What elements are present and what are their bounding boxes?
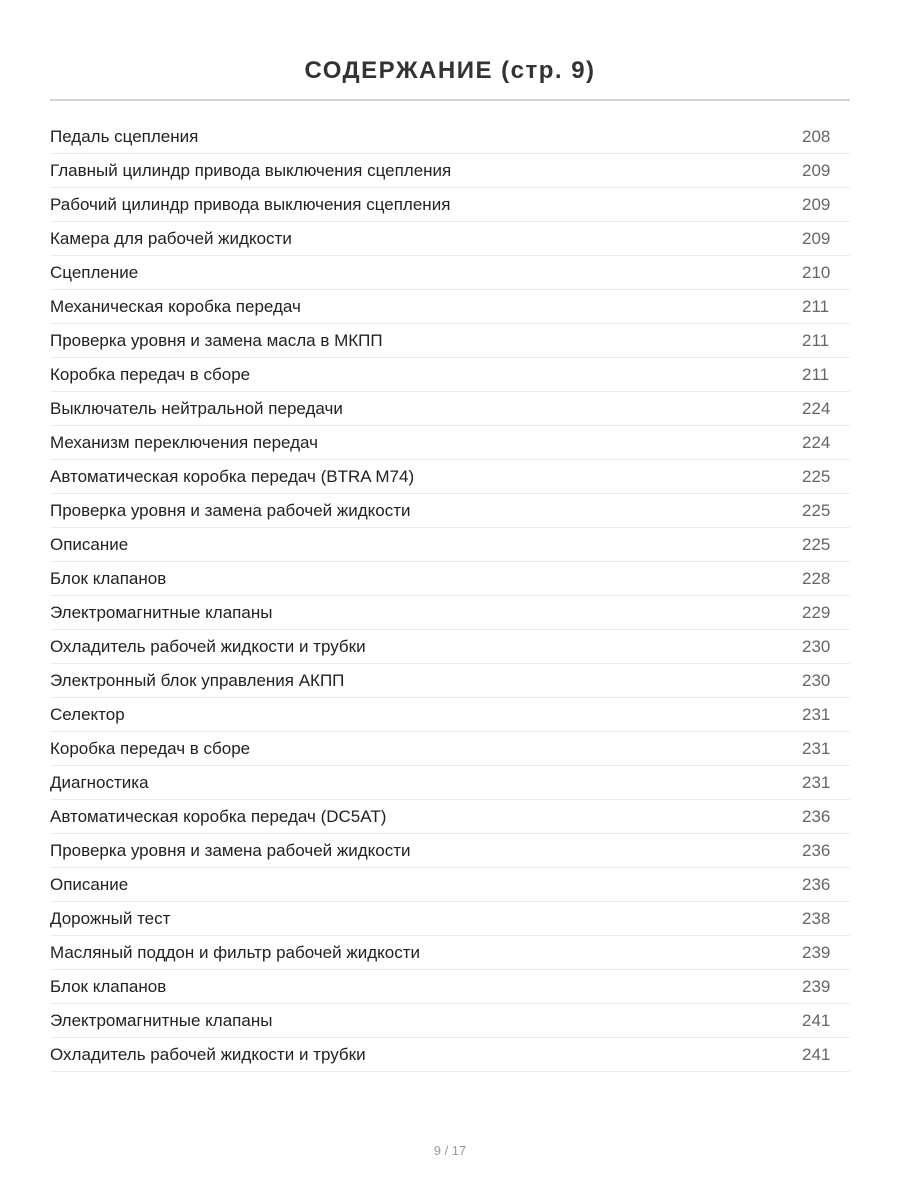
toc-entry-title: Проверка уровня и замена рабочей жидкости <box>50 500 411 520</box>
toc-entry[interactable] <box>50 834 850 868</box>
title-divider <box>50 99 850 101</box>
toc-entry[interactable] <box>50 970 850 1004</box>
toc-entry-page: 236 <box>802 874 831 894</box>
toc-entry-page: 224 <box>802 432 831 452</box>
toc-entry[interactable] <box>50 290 850 324</box>
toc-entry[interactable] <box>50 256 850 290</box>
toc-entry-page: 211 <box>802 364 830 384</box>
toc-entry-title: Дорожный тест <box>50 908 171 928</box>
toc-entry[interactable] <box>50 324 850 358</box>
toc-entry-page: 225 <box>802 466 831 486</box>
toc-entry-title: Селектор <box>50 704 125 724</box>
page-indicator: 9 / 17 <box>433 1143 467 1158</box>
toc-entry-page: 239 <box>802 976 831 996</box>
toc-entry-page: 238 <box>802 908 831 928</box>
toc-entry-title: Выключатель нейтральной передачи <box>50 398 343 418</box>
toc-entry-title: Педаль сцепления <box>50 126 199 146</box>
toc-entry[interactable] <box>50 800 850 834</box>
toc-entry-page: 239 <box>802 942 831 962</box>
toc-entry-page: 209 <box>802 160 831 180</box>
toc-entry-title: Электронный блок управления АКПП <box>50 670 345 690</box>
toc-entry[interactable] <box>50 936 850 970</box>
toc-entry-title: Главный цилиндр привода выключения сцепления <box>50 160 452 180</box>
toc-entry[interactable] <box>50 732 850 766</box>
toc-entry-page: 228 <box>802 568 831 588</box>
toc-entry-page: 236 <box>802 806 831 826</box>
toc-entry[interactable] <box>50 630 850 664</box>
toc-entry-title: Проверка уровня и замена масла в МКПП <box>50 330 383 350</box>
toc-entry[interactable] <box>50 494 850 528</box>
toc-entry-title: Диагностика <box>50 772 149 792</box>
toc-entry-page: 224 <box>802 398 831 418</box>
toc-entry[interactable] <box>50 120 850 154</box>
toc-entry[interactable] <box>50 698 850 732</box>
toc-entry-title: Автоматическая коробка передач (DC5AT) <box>50 806 387 826</box>
toc-entry-page: 225 <box>802 500 831 520</box>
toc-entry-title: Камера для рабочей жидкости <box>50 228 292 248</box>
toc-entry-title: Блок клапанов <box>50 976 167 996</box>
toc-entry[interactable] <box>50 188 850 222</box>
toc-entry-title: Сцепление <box>50 262 139 282</box>
toc-entry[interactable] <box>50 664 850 698</box>
toc-entry-title: Электромагнитные клапаны <box>50 602 273 622</box>
toc-entry-page: 225 <box>802 534 831 554</box>
toc-entry[interactable] <box>50 766 850 800</box>
toc-entry-title: Проверка уровня и замена рабочей жидкости <box>50 840 411 860</box>
toc-entry-title: Блок клапанов <box>50 568 167 588</box>
toc-entry-page: 231 <box>802 738 831 758</box>
toc-entry-title: Автоматическая коробка передач (BTRA M74) <box>50 466 415 486</box>
toc-entry-page: 229 <box>802 602 831 622</box>
toc-entry-title: Описание <box>50 534 129 554</box>
toc-entry[interactable] <box>50 562 850 596</box>
toc-list <box>50 120 850 1072</box>
toc-entry-page: 231 <box>802 704 831 724</box>
toc-entry-page: 241 <box>802 1044 831 1064</box>
toc-entry-title: Охладитель рабочей жидкости и трубки <box>50 1044 366 1064</box>
toc-entry[interactable] <box>50 1004 850 1038</box>
toc-entry[interactable] <box>50 528 850 562</box>
toc-entry-title: Рабочий цилиндр привода выключения сцепления <box>50 194 451 214</box>
toc-entry[interactable] <box>50 868 850 902</box>
toc-entry-title: Механизм переключения передач <box>50 432 318 452</box>
toc-entry-page: 236 <box>802 840 831 860</box>
toc-entry-page: 241 <box>802 1010 831 1030</box>
toc-entry[interactable] <box>50 596 850 630</box>
toc-entry-page: 230 <box>802 636 831 656</box>
toc-entry-title: Механическая коробка передач <box>50 296 301 316</box>
toc-entry[interactable] <box>50 222 850 256</box>
toc-entry[interactable] <box>50 460 850 494</box>
toc-entry-page: 209 <box>802 228 831 248</box>
toc-entry-page: 211 <box>802 330 830 350</box>
toc-entry[interactable] <box>50 358 850 392</box>
toc-entry[interactable] <box>50 426 850 460</box>
page-title: СОДЕРЖАНИЕ (стр. 9) <box>304 57 596 85</box>
toc-entry-page: 231 <box>802 772 831 792</box>
toc-entry[interactable] <box>50 154 850 188</box>
toc-entry-page: 211 <box>802 296 830 316</box>
toc-entry-page: 208 <box>802 126 831 146</box>
toc-entry-title: Электромагнитные клапаны <box>50 1010 273 1030</box>
toc-entry[interactable] <box>50 1038 850 1072</box>
toc-entry-page: 209 <box>802 194 831 214</box>
toc-entry-title: Охладитель рабочей жидкости и трубки <box>50 636 366 656</box>
toc-entry-page: 210 <box>802 262 831 282</box>
toc-entry-title: Коробка передач в сборе <box>50 738 251 758</box>
toc-entry-page: 230 <box>802 670 831 690</box>
toc-entry[interactable] <box>50 392 850 426</box>
toc-entry-title: Описание <box>50 874 129 894</box>
toc-entry-title: Масляный поддон и фильтр рабочей жидкости <box>50 942 420 962</box>
toc-entry[interactable] <box>50 902 850 936</box>
toc-entry-title: Коробка передач в сборе <box>50 364 251 384</box>
